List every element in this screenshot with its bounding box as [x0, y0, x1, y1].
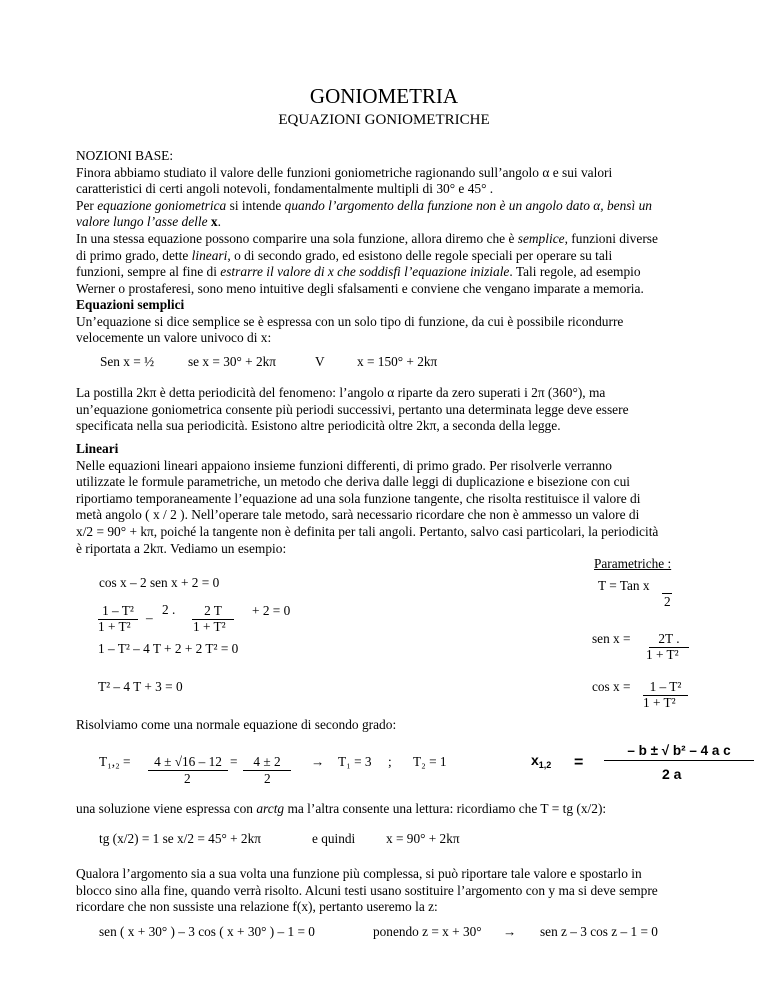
semplici-eq-1: Sen x = ½: [100, 354, 155, 369]
param-cos-num: 1 – T²: [643, 679, 688, 696]
step-2: 1 – T² – 4 T + 2 + 2 T² = 0: [98, 641, 239, 656]
frac1-den: 1 + T²: [98, 619, 131, 634]
frac-tail: + 2 = 0: [252, 603, 291, 618]
semplici-section: [76, 297, 692, 347]
t12-den: 2: [184, 771, 191, 786]
intro-line: funzioni, sempre al fine di estrarre il valore di x che soddisfi l’equazione iniziale. Tali regole, ad esempio: [76, 264, 641, 280]
param-t: T = Tan x: [598, 578, 650, 593]
intro-section: [76, 148, 692, 297]
semicolon: ;: [388, 754, 392, 769]
lineari-line: utilizzate le formule parametriche, un metodo che deriva dalle leggi di duplicazione e bisezione con cui: [76, 474, 630, 490]
semplici-eq-3: x = 150° + 2kπ: [357, 354, 438, 369]
intro-line: caratteristici di certi angoli notevoli, fondamentalmente multipli di 30° e 45° .: [76, 181, 494, 197]
last-equation-2: ponendo z = x + 30°: [373, 924, 482, 939]
param-t-den: 2: [664, 594, 671, 609]
last-equation-3: sen z – 3 cos z – 1 = 0: [540, 924, 658, 939]
semplici-eq-or: V: [315, 354, 325, 369]
lineari-line: riportiamo temporaneamente l’equazione ad una sola funzione tangente, che risolta restituisce il valore di: [76, 490, 641, 506]
tg-result: x = 90° + 2kπ: [386, 831, 460, 846]
intro-line: Finora abbiamo studiato il valore delle funzioni goniometriche ragionando sull’angolo α e sui valori: [76, 164, 613, 180]
qualora-line: blocco sino alla fine, quando verrà risolto. Alcuni testi usano sostituire l’argomento con y ma si deve sempre: [76, 882, 658, 898]
lineari-heading: Lineari: [76, 441, 119, 456]
periodicity-line: specificata nella sua periodicità. Esistono altre periodicità oltre 2kπ, a seconda della legge.: [76, 418, 561, 434]
t1-value: T₁ = 3: [338, 754, 372, 769]
minus-sign: –: [146, 610, 153, 625]
last-arrow-icon: →: [503, 924, 517, 939]
lineari-line: metà angolo ( x / 2 ). Nell’operare tale metodo, sarà necessario ricordare che non è ammesso un valore di: [76, 507, 640, 523]
param-sen-num: 2T .: [649, 631, 689, 648]
frac2-num: 2 T: [192, 603, 234, 620]
intro-line: valore lungo l’asse delle x.: [76, 214, 221, 230]
intro-line: di primo grado, dette lineari, o di secondo grado, ed esistono delle regole speciali per operare su tali: [76, 247, 613, 263]
quad-denominator: 2 a: [662, 766, 682, 782]
frac2-den: 1 + T²: [193, 619, 226, 634]
t12-num2: 4 ± 2: [243, 754, 291, 771]
quad-numerator: – b ± √ b² – 4 a c: [604, 743, 754, 761]
quad-lhs: $x_{1,2}$: [531, 752, 552, 770]
qualora-line: ricordare che non sussiste una relazione f(x), pertanto useremo la z:: [76, 899, 438, 915]
soluzione-paragraph: [76, 801, 692, 818]
page-subtitle: EQUAZIONI GONIOMETRICHE: [278, 112, 490, 128]
frac1-num: 1 – T²: [98, 603, 138, 620]
parametriche-heading: Parametriche :: [594, 556, 672, 571]
lineari-line: è riportata a 2kπ. Vediamo un esempio:: [76, 540, 287, 556]
example-equation: cos x – 2 sen x + 2 = 0: [99, 575, 220, 590]
periodicity-line: La postilla 2kπ è detta periodicità del fenomeno: l’angolo α riparte da zero superati i 2π (360°), ma: [76, 385, 606, 400]
param-cos-lhs: cos x =: [592, 679, 631, 694]
soluzione-line: una soluzione viene espressa con arctg ma l’altra consente una lettura: ricordiamo che T = tg (x/2):: [76, 801, 607, 816]
lineari-line: x/2 = 90° + kπ, poiché la tangente non è definita per tali angoli. Pertanto, salvo casi particolari, la periodicità: [76, 523, 659, 539]
semplici-heading: Equazioni semplici: [76, 297, 185, 312]
qualora-paragraph: [76, 866, 692, 916]
intro-line: Per equazione goniometrica si intende quando l’argomento della funzione non è un angolo dato α, bensì un: [76, 197, 652, 213]
qualora-line: Qualora l’argomento sia a sua volta una funzione più complessa, si può riportare tale valore e spostarlo in: [76, 866, 642, 881]
t12-equals: =: [230, 754, 238, 769]
last-equation-1: sen ( x + 30° ) – 3 cos ( x + 30° ) – 1 = 0: [99, 924, 315, 939]
t12-den2: 2: [264, 771, 271, 786]
t12-lhs: T₁,₂ =: [99, 754, 131, 769]
param-cos-den: 1 + T²: [643, 695, 676, 710]
param-sen-lhs: sen x =: [592, 631, 631, 646]
step-3: T² – 4 T + 3 = 0: [98, 679, 183, 694]
t12-num: 4 ± √16 – 12: [148, 754, 228, 771]
periodicity-line: un’equazione goniometrica consente più periodi successivi, pertanto una determinata legge deve essere: [76, 401, 629, 417]
intro-line: In una stessa equazione possono comparire una sola funzione, allora diremo che è semplice, funzioni diverse: [76, 230, 658, 246]
semplici-line: velocemente un valore univoco di x:: [76, 330, 272, 346]
periodicity-paragraph: [76, 385, 692, 435]
two-dot: 2 .: [162, 602, 176, 617]
lineari-section: [76, 441, 692, 557]
tg-equation: tg (x/2) = 1 se x/2 = 45° + 2kπ: [99, 831, 261, 846]
param-sen-den: 1 + T²: [646, 647, 679, 662]
intro-line: Werner o prostaferesi, sono meno intuitive degli sfalsamenti e conviene che vengano imparate a memoria.: [76, 280, 644, 296]
quad-equals: =: [574, 754, 584, 771]
semplici-eq-2: se x = 30° + 2kπ: [188, 354, 276, 369]
e-quindi: e quindi: [312, 831, 356, 846]
semplici-line: Un’equazione si dice semplice se è espressa con un solo tipo di funzione, da cui è possibile ricondurre: [76, 313, 624, 329]
param-t-underline: [662, 578, 672, 594]
risolviamo-paragraph: [76, 717, 692, 734]
arrow-icon: →: [311, 754, 325, 769]
page-title: GONIOMETRIA: [309, 84, 459, 108]
intro-heading: NOZIONI BASE:: [76, 148, 174, 163]
risolviamo-line: Risolviamo come una normale equazione di secondo grado:: [76, 717, 397, 732]
t2-value: T₂ = 1: [413, 754, 447, 769]
lineari-line: Nelle equazioni lineari appaiono insieme funzioni differenti, di primo grado. Per risolverle verranno: [76, 457, 612, 473]
